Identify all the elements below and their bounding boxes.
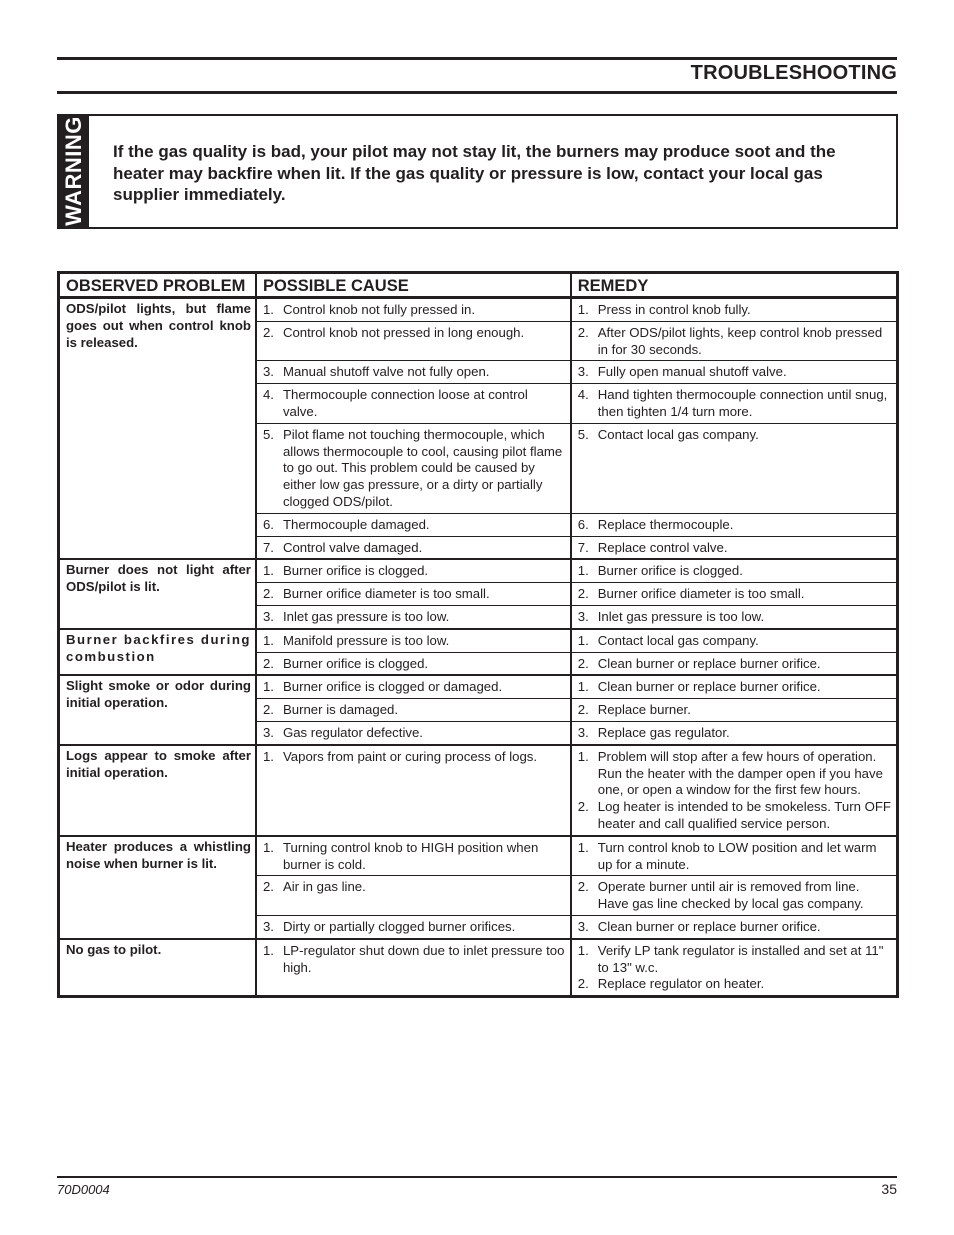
- item-number: 2.: [577, 324, 589, 340]
- list-item: [578, 799, 892, 833]
- item-number: 2.: [262, 324, 274, 340]
- list-item: [578, 427, 892, 444]
- remedy-cell: [571, 384, 898, 424]
- table-body: [59, 298, 898, 997]
- item-number: 1.: [262, 839, 274, 855]
- remedy-cell: [571, 675, 898, 698]
- remedy-cell: [571, 699, 898, 722]
- possible-cause-cell: [256, 423, 571, 513]
- header-observed-problem: OBSERVED PROBLEM: [59, 273, 256, 298]
- item-number: 6.: [577, 516, 589, 532]
- remedy-cell: [571, 361, 898, 384]
- item-text: Pilot flame not touching thermocouple, which allows thermocouple to cool, causing pilot flame to go out. This problem could be caused by either low gas pressure, or a dirty or partially clogged ODS/pilot.: [282, 426, 563, 509]
- item-text: Verify LP tank regulator is installed and set at 11" to 13" w.c.: [597, 942, 884, 975]
- item-number: 2.: [262, 879, 274, 895]
- item-number: 3.: [262, 608, 274, 624]
- list-item: [578, 679, 892, 696]
- possible-cause-cell: [256, 321, 571, 361]
- title-underline: [57, 91, 897, 94]
- table-header-row: [59, 273, 898, 298]
- list-item: [263, 943, 566, 977]
- remedy-cell: [571, 321, 898, 361]
- item-text: Replace control valve.: [597, 539, 728, 555]
- remedy-cell: [571, 836, 898, 876]
- item-number: 5.: [262, 426, 274, 442]
- observed-problem-cell: Slight smoke or odor during initial operation.: [59, 675, 256, 744]
- item-text: Turning control knob to HIGH position when burner is cold.: [282, 839, 539, 872]
- list-item: [578, 517, 892, 534]
- list-item: [578, 540, 892, 557]
- item-text: Vapors from paint or curing process of logs.: [282, 748, 538, 764]
- list-item: [263, 563, 566, 580]
- item-number: 3.: [577, 608, 589, 624]
- item-number: 2.: [262, 702, 274, 718]
- table-row: [59, 629, 898, 652]
- warning-box: [57, 114, 898, 229]
- remedy-cell: [571, 513, 898, 536]
- list-item: [263, 656, 566, 673]
- list-item: [578, 325, 892, 359]
- list-item: [578, 943, 892, 977]
- item-text: Burner orifice diameter is too small.: [597, 586, 805, 602]
- list-item: [578, 749, 892, 799]
- item-number: 1.: [577, 563, 589, 579]
- item-text: Thermocouple damaged.: [282, 516, 430, 532]
- item-text: Control knob not fully pressed in.: [282, 302, 476, 317]
- document-code: 70D0004: [57, 1182, 110, 1197]
- remedy-cell: [571, 559, 898, 582]
- warning-tab: [59, 116, 89, 227]
- list-item: [578, 633, 892, 650]
- page-title: TROUBLESHOOTING: [690, 62, 897, 84]
- list-item: [263, 427, 566, 511]
- possible-cause-cell: [256, 699, 571, 722]
- item-number: 1.: [262, 942, 274, 958]
- item-number: 3.: [262, 724, 274, 740]
- item-number: 2.: [577, 702, 589, 718]
- warning-text: If the gas quality is bad, your pilot may not stay lit, the burners may produce soot and the heater may backfire when lit. If the gas quality or pressure is low, contact your local gas supplier immediately.: [113, 142, 836, 204]
- table-row: [59, 298, 898, 322]
- list-item: [578, 976, 892, 993]
- remedy-cell: [571, 745, 898, 836]
- list-item: [578, 563, 892, 580]
- possible-cause-cell: [256, 652, 571, 675]
- item-number: 3.: [262, 918, 274, 934]
- item-number: 2.: [262, 586, 274, 602]
- possible-cause-cell: [256, 298, 571, 322]
- item-number: 3.: [577, 918, 589, 934]
- possible-cause-cell: [256, 675, 571, 698]
- table-row: [59, 836, 898, 876]
- list-item: [578, 302, 892, 319]
- troubleshooting-table: [57, 271, 899, 998]
- possible-cause-cell: [256, 939, 571, 997]
- item-text: Burner orifice is clogged or damaged.: [282, 679, 503, 695]
- list-item: [578, 840, 892, 874]
- item-text: Inlet gas pressure is too low.: [597, 608, 765, 624]
- item-number: 1.: [577, 302, 589, 317]
- item-number: 1.: [262, 632, 274, 648]
- item-number: 1.: [577, 942, 589, 958]
- remedy-cell: [571, 876, 898, 916]
- list-item: [263, 586, 566, 603]
- item-number: 1.: [262, 748, 274, 764]
- item-number: 2.: [577, 655, 589, 671]
- item-text: Manual shutoff valve not fully open.: [282, 364, 490, 380]
- list-item: [578, 387, 892, 421]
- item-text: Replace gas regulator.: [597, 724, 730, 740]
- remedy-cell: [571, 583, 898, 606]
- top-rule: [57, 57, 897, 60]
- list-item: [263, 679, 566, 696]
- possible-cause-cell: [256, 536, 571, 559]
- list-item: [578, 919, 892, 936]
- item-text: Replace burner.: [597, 702, 691, 718]
- item-text: After ODS/pilot lights, keep control knob pressed in for 30 seconds.: [597, 324, 883, 357]
- item-text: Control valve damaged.: [282, 539, 423, 555]
- remedy-cell: [571, 423, 898, 513]
- item-number: 6.: [262, 516, 274, 532]
- possible-cause-cell: [256, 361, 571, 384]
- item-text: Fully open manual shutoff valve.: [597, 364, 787, 380]
- table-row: [59, 745, 898, 836]
- possible-cause-cell: [256, 836, 571, 876]
- possible-cause-cell: [256, 513, 571, 536]
- table-row: [59, 675, 898, 698]
- list-item: [263, 302, 566, 319]
- observed-problem-cell: Burner backfires during combustion: [59, 629, 256, 676]
- possible-cause-cell: [256, 384, 571, 424]
- item-text: Inlet gas pressure is too low.: [282, 608, 450, 624]
- item-number: 5.: [577, 426, 589, 442]
- possible-cause-cell: [256, 745, 571, 836]
- item-text: LP-regulator shut down due to inlet pressure too high.: [282, 942, 565, 975]
- list-item: [263, 517, 566, 534]
- list-item: [263, 725, 566, 742]
- list-item: [263, 609, 566, 626]
- item-number: 4.: [262, 387, 274, 403]
- possible-cause-cell: [256, 559, 571, 582]
- list-item: [263, 919, 566, 936]
- observed-problem-cell: No gas to pilot.: [59, 939, 256, 997]
- observed-problem-cell: ODS/pilot lights, but flame goes out when control knob is released.: [59, 298, 256, 560]
- item-text: Log heater is intended to be smokeless. Turn OFF heater and call qualified service person.: [597, 799, 891, 831]
- item-text: Clean burner or replace burner orifice.: [597, 655, 821, 671]
- item-number: 1.: [262, 302, 274, 317]
- remedy-cell: [571, 629, 898, 652]
- remedy-cell: [571, 298, 898, 322]
- observed-problem-cell: Logs appear to smoke after initial operation.: [59, 745, 256, 836]
- item-number: 2.: [577, 799, 589, 815]
- item-text: Clean burner or replace burner orifice.: [597, 918, 821, 934]
- item-number: 3.: [577, 364, 589, 380]
- item-number: 1.: [577, 679, 589, 695]
- item-text: Manifold pressure is too low.: [282, 632, 450, 648]
- item-number: 1.: [577, 748, 589, 764]
- remedy-cell: [571, 939, 898, 997]
- item-text: Burner orifice diameter is too small.: [282, 586, 490, 602]
- item-number: 3.: [262, 364, 274, 380]
- list-item: [578, 364, 892, 381]
- list-item: [263, 540, 566, 557]
- list-item: [578, 609, 892, 626]
- item-text: Contact local gas company.: [597, 632, 759, 648]
- item-number: 2.: [577, 879, 589, 895]
- list-item: [578, 725, 892, 742]
- list-item: [578, 656, 892, 673]
- list-item: [578, 586, 892, 603]
- item-text: Press in control knob fully.: [597, 302, 751, 317]
- item-number: 4.: [577, 387, 589, 403]
- item-number: 1.: [577, 632, 589, 648]
- item-text: Turn control knob to LOW position and let warm up for a minute.: [597, 839, 877, 872]
- item-number: 1.: [262, 563, 274, 579]
- item-number: 1.: [577, 839, 589, 855]
- item-text: Burner is damaged.: [282, 702, 399, 718]
- table-row: [59, 559, 898, 582]
- observed-problem-cell: Heater produces a whistling noise when burner is lit.: [59, 836, 256, 939]
- remedy-cell: [571, 605, 898, 628]
- item-text: Burner orifice is clogged.: [282, 563, 429, 579]
- item-text: Problem will stop after a few hours of operation. Run the heater with the damper open if you have one, or open a window for the first few hours.: [597, 748, 883, 798]
- item-text: Thermocouple connection loose at control valve.: [282, 387, 528, 419]
- table-row: [59, 939, 898, 997]
- item-text: Replace thermocouple.: [597, 516, 734, 532]
- list-item: [263, 387, 566, 421]
- item-text: Dirty or partially clogged burner orifices.: [282, 918, 516, 934]
- possible-cause-cell: [256, 721, 571, 744]
- list-item: [263, 633, 566, 650]
- remedy-cell: [571, 721, 898, 744]
- item-number: 2.: [577, 586, 589, 602]
- page-number: 35: [881, 1181, 897, 1197]
- possible-cause-cell: [256, 583, 571, 606]
- remedy-cell: [571, 652, 898, 675]
- header-possible-cause: POSSIBLE CAUSE: [256, 273, 571, 298]
- list-item: [263, 702, 566, 719]
- observed-problem-cell: Burner does not light after ODS/pilot is lit.: [59, 559, 256, 628]
- remedy-cell: [571, 536, 898, 559]
- possible-cause-cell: [256, 605, 571, 628]
- item-text: Control knob not pressed in long enough.: [282, 324, 525, 340]
- possible-cause-cell: [256, 876, 571, 916]
- possible-cause-cell: [256, 915, 571, 938]
- item-number: 3.: [577, 724, 589, 740]
- item-text: Contact local gas company.: [597, 426, 759, 442]
- list-item: [263, 364, 566, 381]
- item-text: Hand tighten thermocouple connection until snug, then tighten 1/4 turn more.: [597, 387, 888, 419]
- remedy-cell: [571, 915, 898, 938]
- list-item: [578, 879, 892, 913]
- item-text: Clean burner or replace burner orifice.: [597, 679, 821, 695]
- item-number: 7.: [262, 539, 274, 555]
- list-item: [578, 702, 892, 719]
- list-item: [263, 840, 566, 874]
- item-number: 2.: [262, 655, 274, 671]
- item-text: Gas regulator defective.: [282, 724, 423, 740]
- item-text: Replace regulator on heater.: [597, 976, 765, 992]
- list-item: [263, 325, 566, 342]
- header-remedy: REMEDY: [571, 273, 898, 298]
- footer-rule: [57, 1176, 897, 1178]
- warning-label: WARNING: [61, 116, 86, 226]
- item-text: Burner orifice is clogged.: [597, 563, 743, 579]
- list-item: [263, 749, 566, 766]
- item-text: Air in gas line.: [282, 879, 366, 895]
- item-text: Operate burner until air is removed from line. Have gas line checked by local gas company.: [597, 879, 864, 912]
- item-number: 1.: [262, 679, 274, 695]
- item-number: 2.: [577, 976, 589, 992]
- possible-cause-cell: [256, 629, 571, 652]
- list-item: [263, 879, 566, 896]
- item-text: Burner orifice is clogged.: [282, 655, 429, 671]
- item-number: 7.: [577, 539, 589, 555]
